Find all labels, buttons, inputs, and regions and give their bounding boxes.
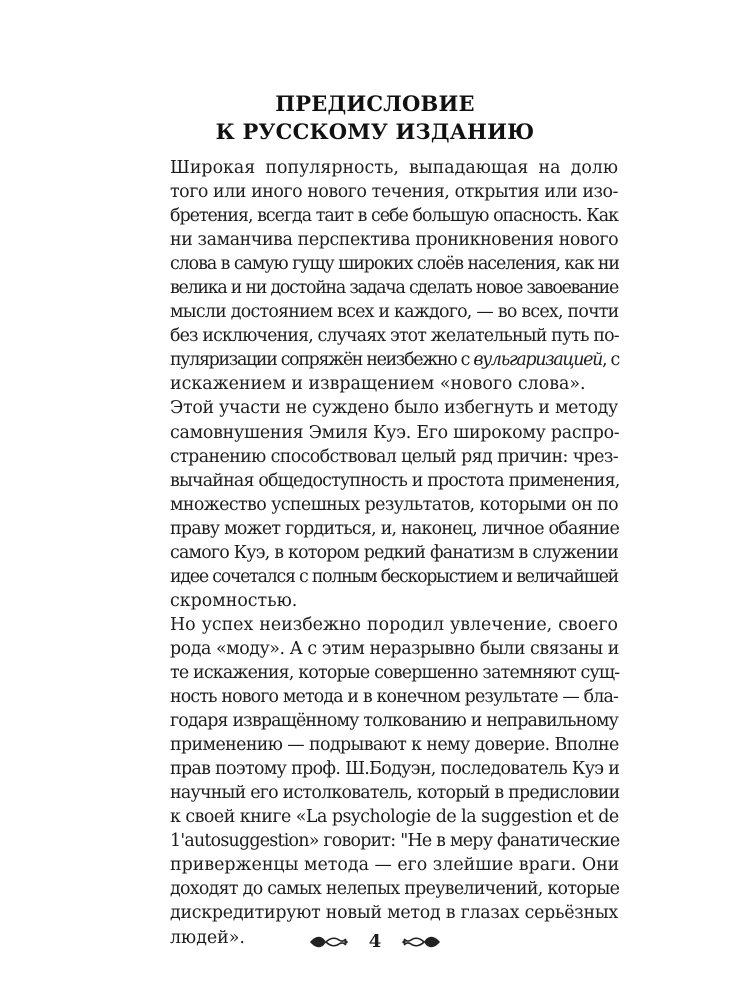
text-line: самого Куэ, в котором редкий фанатизм в служении — [170, 542, 618, 563]
text-line: бретения, всегда таит в себе большую опасность. Как — [170, 206, 618, 227]
text-line: вычайная общедоступность и простота применения, — [170, 470, 620, 491]
text-line: скромностью. — [170, 590, 298, 611]
text-line: прав поэтому проф. Ш.Бодуэн, последователь Куэ и — [170, 759, 620, 780]
text-line-with-italic — [138, 348, 618, 372]
text-line: праву может гордиться, и, наконец, личное обаяние — [170, 518, 620, 539]
text-line: велика и ни достойна задача сделать новое завоевание — [170, 278, 618, 299]
text-line: без исключения, случаях этот желательный путь по- — [170, 326, 619, 347]
chapter-heading — [0, 90, 750, 146]
fleuron-right-icon — [402, 933, 442, 951]
heading-line-2: К РУССКОМУ ИЗДАНИЮ — [215, 119, 535, 144]
text-line: самовнушения Эмиля Куэ. Его широкому распро- — [170, 422, 620, 443]
text-fragment: пуляризации сопряжён неизбежно с — [170, 350, 474, 371]
text-line: доходят до самых нелепых преувеличений, которые — [170, 879, 620, 900]
text-line: научный его истолкователь, который в предисловии — [170, 783, 620, 804]
heading-line-1: ПРЕДИСЛОВИЕ — [275, 91, 475, 116]
text-line: людей». — [170, 927, 245, 948]
body-text — [138, 156, 618, 950]
italic-word: вульгаризацией — [473, 350, 603, 371]
text-line: множество успешных результатов, которыми он по — [170, 494, 618, 515]
text-line: ность нового метода и в конечном результате — бла- — [170, 687, 618, 708]
text-line: мысли достоянием всех и каждого, — во всех, почти — [170, 302, 619, 323]
text-line: того или иного нового течения, открытия или изо- — [170, 182, 618, 203]
text-line: ни заманчива перспектива проникновения нового — [170, 230, 619, 251]
paragraph-2 — [138, 396, 618, 612]
text-fragment: , с — [602, 350, 619, 371]
paragraph-3 — [138, 613, 618, 950]
text-line: идее сочетался с полным бескорыстием и величайшей — [170, 566, 618, 587]
text-line: Широкая популярность, выпадающая на долю — [170, 158, 618, 178]
text-line: приверженцы метода — его злейшие враги. Они — [170, 855, 620, 876]
page-footer — [0, 930, 750, 954]
page-number: 4 — [368, 931, 382, 952]
text-line: слова в самую гущу широких слоёв населения, как ни — [170, 254, 619, 275]
text-line: Но успех неизбежно породил увлечение, своего — [170, 614, 618, 635]
text-line: странению способствовал целый ряд причин: чрез- — [170, 446, 618, 467]
text-line: применению — подрывают к нему доверие. Вполне — [170, 735, 619, 756]
text-line: годаря извращённому толкованию и неправильному — [170, 711, 618, 732]
text-line: к своей книге «La psychologie de la suggestion et de — [170, 807, 619, 828]
text-line: искажением и извращением «нового слова». — [170, 374, 586, 395]
fleuron-left-icon — [308, 933, 348, 951]
text-line: рода «моду». А с этим неразрывно были связаны и — [170, 638, 619, 659]
text-line: дискредитируют новый метод в глазах серьёзных — [170, 903, 618, 924]
paragraph-1 — [138, 156, 618, 396]
text-line: те искажения, которые совершенно затемняют сущ- — [170, 662, 620, 683]
text-line: Этой участи не суждено было избегнуть и методу — [170, 398, 618, 419]
text-line: 1'autosuggestion» говорит: "Не в меру фанатические — [170, 831, 620, 852]
